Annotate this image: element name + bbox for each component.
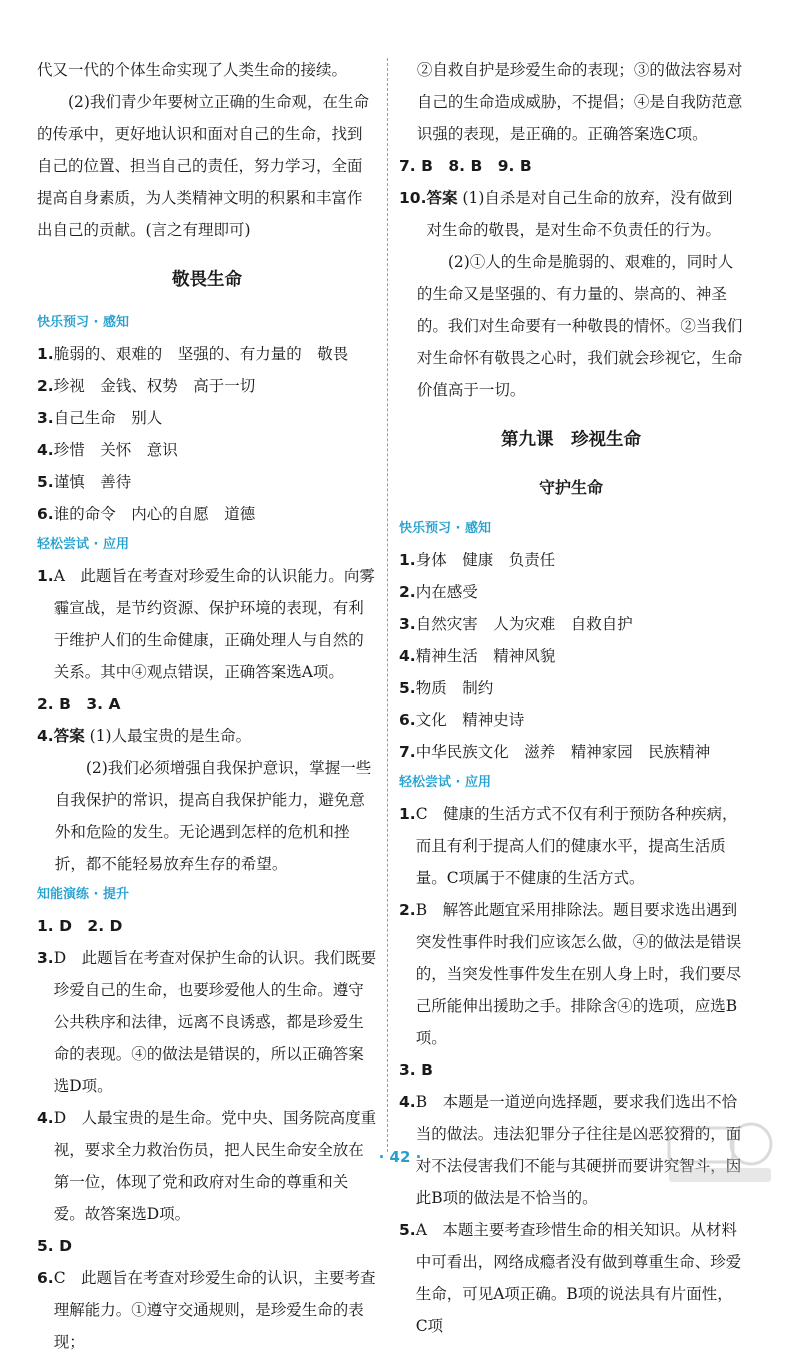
section-label-preview: 快乐预习 · 感知 [399,521,491,536]
list-item: 6. 文化 精神史诗 [399,711,525,729]
answer-4-part2: (2)我们必须增强自我保护意识，掌握一些自我保护的常识，提高自我保护能力，避免意外和危险的发生。无论遇到怎样的危机和挫折，都不能轻易放弃生存的希望。 [54,759,372,873]
answer-1: 1. A 此题旨在考查对珍爱生命的认识能力。向雾霾宣战，是节约资源、保护环境的表现，有利于维护人们的生命健康，正确处理人与自然的关系。其中④观点错误，正确答案选A项。 [37,567,375,681]
try-answer-5: 5. A 本题主要考查珍惜生命的相关知识。从材料中可看出，网络成瘾者没有做到尊重生命、珍爱生命，可见A项正确。B项的说法具有片面性，C项 [399,1221,742,1335]
list-item: 3. 自己生命 别人 [37,409,163,427]
watermark-logo [665,1118,775,1188]
list-item: 7. 中华民族文化 滋养 精神家园 民族精神 [399,743,711,761]
practice-answer-4: 4. D 人最宝贵的是生命。党中央、国务院高度重视，要求全力救治伤员，把人民生命安全放在第一位，体现了党和政府对生命的尊重和关爱。故答案选D项。 [37,1109,377,1223]
answer-label: 答案 [426,189,458,207]
list-item: 2. 珍视 金钱、权势 高于一切 [37,377,256,395]
lesson-title: 第九课 珍视生命 [501,430,641,450]
list-item: 1. 脆弱的、艰难的 坚强的、有力量的 敬畏 [37,345,349,363]
preview-list [399,544,743,768]
list-item: 1. 身体 健康 负责任 [399,551,556,569]
answer-label: 答案 [53,727,85,745]
section-label-preview: 快乐预习 · 感知 [37,315,129,330]
left-column [37,54,377,1358]
practice-answer-3: 3. D 此题旨在考查对保护生命的认识。我们既要珍爱自己的生命，也要珍爱他人的生命。遵守公共秩序和法律，远离不良诱惑，都是珍爱生命的表现。④的做法是错误的，所以正确答案选D项。 [37,949,377,1095]
list-item: 6. 谁的命令 内心的自愿 道德 [37,505,256,523]
practice-answer-6: 6. C 此题旨在考查对珍爱生命的认识，主要考查理解能力。①遵守交通规则，是珍爱生命的表现； [37,1269,376,1351]
intro-paragraph: (2)我们青少年要树立正确的生命观，在生命的传承中，更好地认识和面对自己的生命，找到自己的位置、担当自己的责任，努力学习，全面提高自身素质，为人类精神文明的积累和丰富作出自己的贡献。(言之有理即可) [37,93,369,239]
section-label-practice: 知能演练 · 提升 [37,887,129,902]
list-item: 4. 珍惜 关怀 意识 [37,441,178,459]
section-title-respect-life: 敬畏生命 [172,270,242,290]
preview-list [37,338,377,530]
section-label-try: 轻松尝试 · 应用 [37,537,129,552]
section-label-try: 轻松尝试 · 应用 [399,775,491,790]
answer-10-part2: (2)①人的生命是脆弱的、艰难的，同时人的生命又是坚强的、有力量的、崇高的、神圣的。我们对生命要有一种敬畏的情怀。②当我们对生命怀有敬畏之心时，我们就会珍视它，生命价值高于一切。 [416,253,743,399]
section-title-protect-life: 守护生命 [538,478,603,497]
list-item: 4. 精神生活 精神风貌 [399,647,556,665]
intro-line: 代又一代的个体生命实现了人类生命的接续。 [37,61,348,79]
try-answer-3: 3. B [399,1061,433,1079]
answers-1-2: 1. D 2. D [37,917,123,935]
list-item: 5. 谨慎 善待 [37,473,132,491]
answer-10: 10. 答案 (1)自杀是对自己生命的放弃，没有做到对生命的敬畏，是对生命不负责任的行为。 [399,189,733,239]
list-item: 3. 自然灾害 人为灾难 自救自护 [399,615,633,633]
try-answer-4: 4. B 本题是一道逆向选择题，要求我们选出不恰当的做法。违法犯罪分子往往是凶恶狡猾的，面对不法侵害我们不能与其硬拼而要讲究智斗，因此B项的做法是不恰当的。 [399,1093,742,1207]
answers-2-3: 2. B 3. A [37,695,121,713]
try-answer-1: 1. C 健康的生活方式不仅有利于预防各种疾病，而且有利于提高人们的健康水平，提高生活质量。C项属于不健康的生活方式。 [399,805,738,887]
continued-answer: ②自救自护是珍爱生命的表现；③的做法容易对自己的生命造成威胁，不提倡；④是自我防范意识强的表现，是正确的。正确答案选C项。 [416,61,743,143]
practice-answer-5: 5. D [37,1237,72,1255]
try-answer-2: 2. B 解答此题宜采用排除法。题目要求选出遇到突发性事件时我们应该怎么做，④的做法是错误的，当突发性事件发生在别人身上时，我们要尽己所能伸出援助之手。排除含④的选项，应选B项。 [399,901,742,1047]
list-item: 5. 物质 制约 [399,679,494,697]
column-divider [387,58,388,1152]
page-number: · 42 · [378,1148,422,1166]
answer-4: 4. 答案 (1)人最宝贵的是生命。 [37,727,252,745]
answers-7-9: 7. B 8. B 9. B [399,157,532,175]
list-item: 2. 内在感受 [399,583,478,601]
